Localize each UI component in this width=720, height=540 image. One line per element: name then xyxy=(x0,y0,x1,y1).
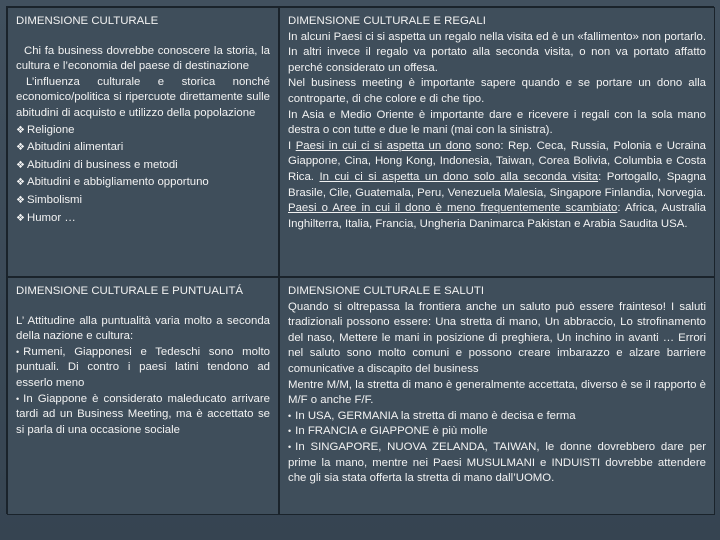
list-item: • In FRANCIA e GIAPPONE è più molle xyxy=(288,425,488,438)
diamond-bullet-icon: ❖ xyxy=(16,142,25,154)
list-item: ❖ Religione xyxy=(16,123,270,139)
list-item: • Rumeni, Giapponesi e Tedeschi sono molto puntuali. Di contro i paesi latini tendono ad esserlo meno xyxy=(16,345,270,389)
cell-title-saluti: DIMENSIONE CULTURALE E SALUTI xyxy=(288,285,484,297)
list-item: ❖ Simbolismi xyxy=(16,193,270,209)
dot-bullet-icon: • xyxy=(288,410,292,421)
cell-title-puntualita: DIMENSIONE CULTURALE E PUNTUALITÁ xyxy=(16,285,244,297)
regali-paragraph-4: I Paesi in cui ci si aspetta un dono sono: Rep. Ceca, Russia, Polonia e Ucraina Giappone, Cina, Hong Kong, Indonesia, Taiwan, Corea Bolivia, Columbia e Costa Rica. In cui ci si aspetta un dono solo alla seconda visita: Portogallo, Spagna Brasile, Cile, Guatemala, Peru, Venezuela Malesia, Singapore Finlandia, Norvegia. Paesi o Aree in cui il dono è meno frequentemente scambiato: Africa, Australia Inghilterra, Italia, Francia, Ungheria Danimarca Pakistan e Arabia Saudita USA. xyxy=(288,139,706,230)
cell-culturale xyxy=(7,7,279,277)
cell-puntualita xyxy=(7,277,279,515)
content-table xyxy=(6,6,714,514)
list-item: • In Giappone è considerato maleducato arrivare tardi ad un Business Meeting, ma è accettato se si parla di una occasione sociale xyxy=(16,392,270,436)
culturale-paragraph-2: L’influenza culturale e storica nonché economico/politica si ripercuote direttamente sulle abitudini di acquisto e utilizzo della popolazione xyxy=(16,75,270,119)
diamond-bullet-icon: ❖ xyxy=(16,124,25,136)
regali-paragraph-1: In alcuni Paesi ci si aspetta un regalo nella visita ed è un «fallimento» non portarlo. In altri invece il regalo va portato alla seconda visita, o non va portato affatto perché considerato un offesa. xyxy=(288,30,706,74)
list-item: • In USA, GERMANIA la stretta di mano è decisa e ferma xyxy=(288,409,576,422)
puntualita-paragraph-1: L’ Attitudine alla puntualità varia molto a seconda della nazione e cultura: xyxy=(16,314,270,343)
saluti-paragraph-2: Mentre M/M, la stretta di mano è generalmente accettata, diverso è se il rapporto è M/F o anche F/F. xyxy=(288,378,706,407)
dot-bullet-icon: • xyxy=(16,346,20,357)
diamond-bullet-icon: ❖ xyxy=(16,177,25,189)
culturale-paragraph-1: Chi fa business dovrebbe conoscere la storia, la cultura e l’economia del paese di destinazione xyxy=(16,44,270,73)
diamond-bullet-icon: ❖ xyxy=(16,212,25,224)
cell-title-culturale: DIMENSIONE CULTURALE xyxy=(16,15,159,27)
diamond-bullet-icon: ❖ xyxy=(16,159,25,171)
cell-regali xyxy=(279,7,715,277)
dot-bullet-icon: • xyxy=(16,393,20,404)
dot-bullet-icon: • xyxy=(288,441,292,452)
diamond-bullet-icon: ❖ xyxy=(16,194,25,206)
list-item: ❖ Humor … xyxy=(16,211,270,227)
list-item: ❖ Abitudini e abbigliamento opportuno xyxy=(16,175,270,191)
list-item: • In SINGAPORE, NUOVA ZELANDA, TAIWAN, le donne dovrebbero dare per prime la mano, mentre nei Paesi MUSULMANI e INDUISTI dovrebbe attendere che gli sia stata offerta la stretta di mano dall’UOMO. xyxy=(288,440,706,485)
regali-paragraph-3: In Asia e Medio Oriente è importante dare e ricevere i regali con la sola mano destra o con tutte e due le mani (mai con la sinistra). xyxy=(288,108,706,137)
cell-saluti xyxy=(279,277,715,515)
regali-paragraph-2: Nel business meeting è importante sapere quando e se portare un dono alla controparte, di che colore e di che tipo. xyxy=(288,77,706,105)
cell-title-regali: DIMENSIONE CULTURALE E REGALI xyxy=(288,15,486,27)
list-item: ❖ Abitudini di business e metodi xyxy=(16,158,270,174)
list-item: ❖ Abitudini alimentari xyxy=(16,140,270,156)
dot-bullet-icon: • xyxy=(288,426,292,437)
saluti-paragraph-1: Quando si oltrepassa la frontiera anche un saluto può essere frainteso! I saluti tradizionali possono essere: Una stretta di mano, Un abbraccio, Lo strofinamento del naso, Mettere le mani in posizione di preghiera, Un inchino in avanti … Errori nel saluto sono molto comuni e possono creare imbarazzo e alzare barriere comunicative a discapito del business xyxy=(288,300,706,375)
